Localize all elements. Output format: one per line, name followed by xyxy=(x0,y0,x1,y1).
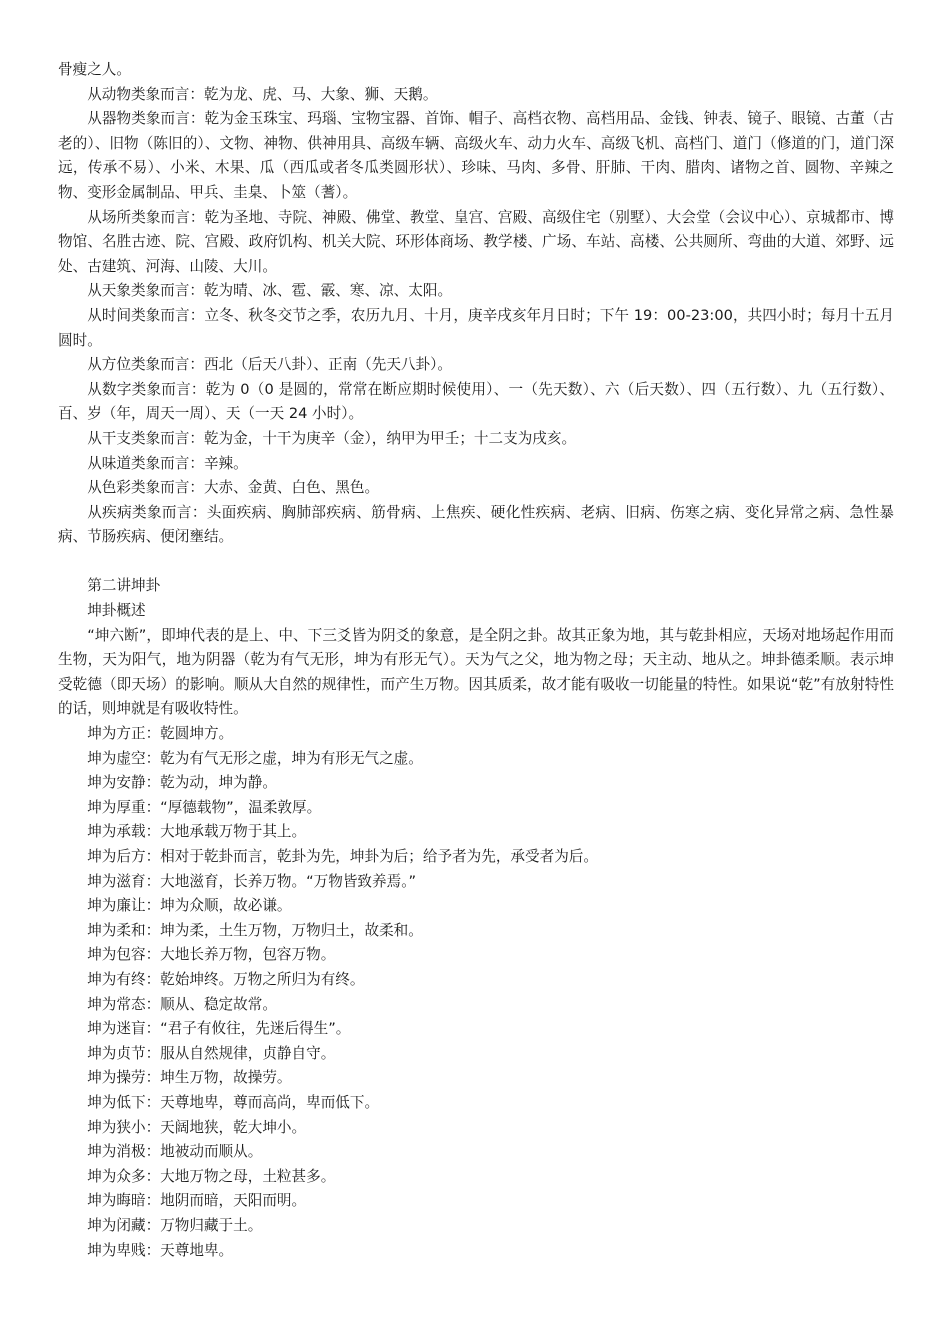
paragraph-disease-images: 从疾病类象而言：头面疾病、胸肺部疾病、筋骨病、上焦疾、硬化性疾病、老病、旧病、伤寒之病、变化异常之病、急性暴病、节肠疾病、便闭壅结。 xyxy=(58,503,894,546)
kun-item: 坤为滋育：大地滋育，长养万物。“万物皆致养焉。” xyxy=(87,872,417,890)
paragraph-continuation: 骨瘦之人。 xyxy=(58,61,131,78)
kun-item: 坤为消极：地被动而顺从。 xyxy=(87,1143,263,1161)
lecture-title: 第二讲坤卦 xyxy=(87,577,161,595)
kun-item: 坤为承载：大地承载万物于其上。 xyxy=(87,823,307,841)
kun-item: 坤为低下：天尊地卑，尊而高尚，卑而低下。 xyxy=(87,1093,380,1111)
section-title: 坤卦概述 xyxy=(87,602,146,620)
kun-item: 坤为操劳：坤生万物，故操劳。 xyxy=(87,1069,292,1087)
blank-line xyxy=(58,550,894,575)
paragraph-time-images: 从时间类象而言：立冬、秋冬交节之季，农历九月、十月，庚辛戌亥年月日时；下午 19：00-23:00，共四小时；每月十五月圆时。 xyxy=(58,306,894,349)
kun-item: 坤为后方：相对于乾卦而言，乾卦为先，坤卦为后；给予者为先，承受者为后。 xyxy=(87,848,598,865)
kun-item: 坤为包容：大地长养万物，包容万物。 xyxy=(87,946,336,964)
paragraph-number-images: 从数字类象而言：乾为 0（0 是圆的，常常在断应期时候使用）、一（先天数）、六（后天数）、四（五行数）、九（五行数）、百、岁（年，周天一周）、天（一天 24 小时）。 xyxy=(58,380,894,423)
kun-item: 坤为常态：顺从、稳定故常。 xyxy=(87,995,277,1013)
paragraph-weather-images: 从天象类象而言：乾为晴、冰、雹、霰、寒、凉、太阳。 xyxy=(87,282,453,300)
kun-item: 坤为有终：乾始坤终。万物之所归为有终。 xyxy=(87,970,365,988)
kun-item: 坤为廉让：坤为众顺，故必谦。 xyxy=(87,897,292,915)
kun-item: 坤为方正：乾圆坤方。 xyxy=(87,725,234,743)
paragraph-ganzhi-images: 从干支类象而言：乾为金，十干为庚辛（金），纳甲为甲壬；十二支为戌亥。 xyxy=(87,429,577,447)
kun-item: 坤为卑贱：天尊地卑。 xyxy=(87,1241,234,1259)
kun-item: 坤为迷盲：“君子有攸往，先迷后得生”。 xyxy=(87,1020,351,1038)
paragraph-animal-images: 从动物类象而言：乾为龙、虎、马、大象、狮、天鹅。 xyxy=(87,85,438,103)
paragraph-taste-images: 从味道类象而言：辛辣。 xyxy=(87,454,248,472)
paragraph-color-images: 从色彩类象而言：大赤、金黄、白色、黑色。 xyxy=(87,479,380,497)
kun-item: 坤为安静：乾为动，坤为静。 xyxy=(87,774,277,792)
paragraph-place-images: 从场所类象而言：乾为圣地、寺院、神殿、佛堂、教堂、皇宫、宫殿、高级住宅（别墅）、大会堂（会议中心）、京城都市、博物馆、名胜古迹、院、宫殿、政府饥构、机关大院、环形体商场、教学楼、广场、车站、高楼、公共厕所、弯曲的大道、郊野、远处、古建筑、河海、山陵、大川。 xyxy=(58,208,894,275)
kun-item: 坤为狭小：天阔地狭，乾大坤小。 xyxy=(87,1118,307,1136)
kun-item: 坤为厚重：“厚德载物”，温柔敦厚。 xyxy=(87,798,322,816)
kun-item: 坤为柔和：坤为柔，土生万物，万物归土，故柔和。 xyxy=(87,921,423,939)
kun-intro-paragraph: “坤六断”，即坤代表的是上、中、下三爻皆为阴爻的象意，是全阴之卦。故其正象为地，其与乾卦相应，天场对地场起作用而生物，天为阳气，地为阴器（乾为有气无形，坤为有形无气）。天为气之父，地为物之母；天主动、地从之。坤卦德柔顺。表示坤受乾德（即天场）的影响。顺从大自然的规律性，而产生万物。因其质柔，故才能有吸收一切能量的特性。如果说“乾”有放射特性的话，则坤就是有吸收特性。 xyxy=(58,626,894,718)
kun-item: 坤为闭藏：万物归藏于土。 xyxy=(87,1216,263,1234)
kun-item: 坤为众多：大地万物之母，土粒甚多。 xyxy=(87,1167,336,1185)
paragraph-object-images: 从器物类象而言：乾为金玉珠宝、玛瑙、宝物宝器、首饰、帽子、高档衣物、高档用品、金钱、钟表、镜子、眼镜、古董（古老的）、旧物（陈旧的）、文物、神物、供神用具、高级车辆、高级火车、动力火车、高级飞机、高档门、道门（修道的门，道门深远，传承不易）、小米、木果、瓜（西瓜或者冬瓜类圆形状）、珍味、马肉、多骨、肝肺、干肉、腊肉、诸物之首、圆物、辛辣之物、变形金属制品、甲兵、圭臬、卜筮（蓍）。 xyxy=(58,110,894,201)
kun-item: 坤为虚空：乾为有气无形之虚，坤为有形无气之虚。 xyxy=(87,749,423,767)
kun-item: 坤为晦暗：地阴而暗，天阳而明。 xyxy=(87,1192,307,1210)
paragraph-direction-images: 从方位类象而言：西北（后天八卦）、正南（先天八卦）。 xyxy=(87,356,453,374)
kun-item: 坤为贞节：服从自然规律，贞静自守。 xyxy=(87,1044,336,1062)
